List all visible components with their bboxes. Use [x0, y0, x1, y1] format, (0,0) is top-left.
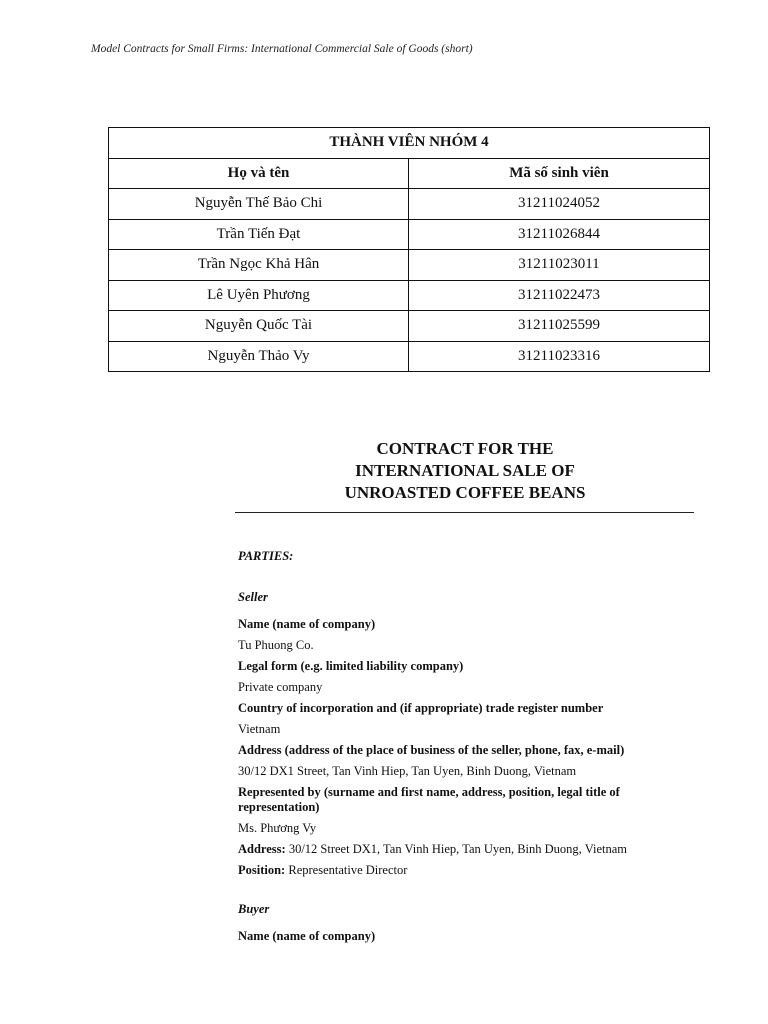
representative-position-label: Position: — [238, 863, 286, 877]
member-student-id: 31211023011 — [409, 250, 710, 281]
representative-address — [238, 842, 678, 857]
seller-legal-form-value: Private company — [238, 680, 323, 694]
column-header-student-id: Mã số sinh viên — [409, 158, 710, 189]
title-divider — [235, 512, 694, 513]
seller-represented-by-label: Represented by (surname and first name, address, position, legal title of representation) — [238, 785, 620, 814]
member-name: Nguyễn Quốc Tài — [109, 311, 409, 342]
representative-position-value: Representative Director — [285, 863, 408, 877]
running-header: Model Contracts for Small Firms: International Commercial Sale of Goods (short) — [91, 43, 473, 55]
table-row — [109, 189, 710, 220]
member-student-id: 31211022473 — [409, 280, 710, 311]
representative-position — [238, 863, 678, 878]
member-name: Trần Tiến Đạt — [109, 219, 409, 250]
seller-legal-form-label: Legal form (e.g. limited liability company) — [238, 659, 464, 673]
contract-title-line: UNROASTED COFFEE BEANS — [344, 483, 586, 502]
table-row — [109, 219, 710, 250]
member-student-id: 31211024052 — [409, 189, 710, 220]
table-row — [109, 280, 710, 311]
seller-address-label: Address (address of the place of business of the seller, phone, fax, e-mail) — [238, 743, 625, 757]
seller-address-value: 30/12 DX1 Street, Tan Vinh Hiep, Tan Uyen, Binh Duong, Vietnam — [238, 764, 577, 778]
contract-title-line: CONTRACT FOR THE — [376, 439, 554, 458]
table-title-row — [109, 128, 710, 159]
member-name: Nguyễn Thế Bảo Chi — [109, 189, 409, 220]
seller-name-value: Tu Phuong Co. — [238, 638, 314, 652]
seller-country-label: Country of incorporation and (if appropriate) trade register number — [238, 701, 604, 715]
representative-address-label: Address: — [238, 842, 286, 856]
seller-represented-by-value: Ms. Phương Vy — [238, 821, 317, 835]
buyer-name-label: Name (name of company) — [238, 929, 376, 943]
representative-address-value: 30/12 Street DX1, Tan Vinh Hiep, Tan Uyen, Binh Duong, Vietnam — [285, 842, 627, 856]
seller-name-label: Name (name of company) — [238, 617, 376, 631]
table-header-row — [109, 158, 710, 189]
buyer-heading: Buyer — [238, 902, 270, 916]
table-title: THÀNH VIÊN NHÓM 4 — [109, 128, 710, 159]
contract-title — [300, 438, 630, 504]
seller-heading: Seller — [238, 590, 268, 604]
parties-section — [238, 549, 678, 950]
contract-title-line: INTERNATIONAL SALE OF — [355, 461, 575, 480]
table-row — [109, 311, 710, 342]
member-name: Lê Uyên Phương — [109, 280, 409, 311]
members-table — [108, 127, 710, 372]
table-row — [109, 250, 710, 281]
parties-heading: PARTIES: — [238, 549, 294, 563]
member-student-id: 31211023316 — [409, 341, 710, 372]
member-student-id: 31211025599 — [409, 311, 710, 342]
member-name: Trần Ngọc Khả Hân — [109, 250, 409, 281]
table-row — [109, 341, 710, 372]
seller-country-value: Vietnam — [238, 722, 281, 736]
column-header-name: Họ và tên — [109, 158, 409, 189]
member-student-id: 31211026844 — [409, 219, 710, 250]
member-name: Nguyễn Thảo Vy — [109, 341, 409, 372]
